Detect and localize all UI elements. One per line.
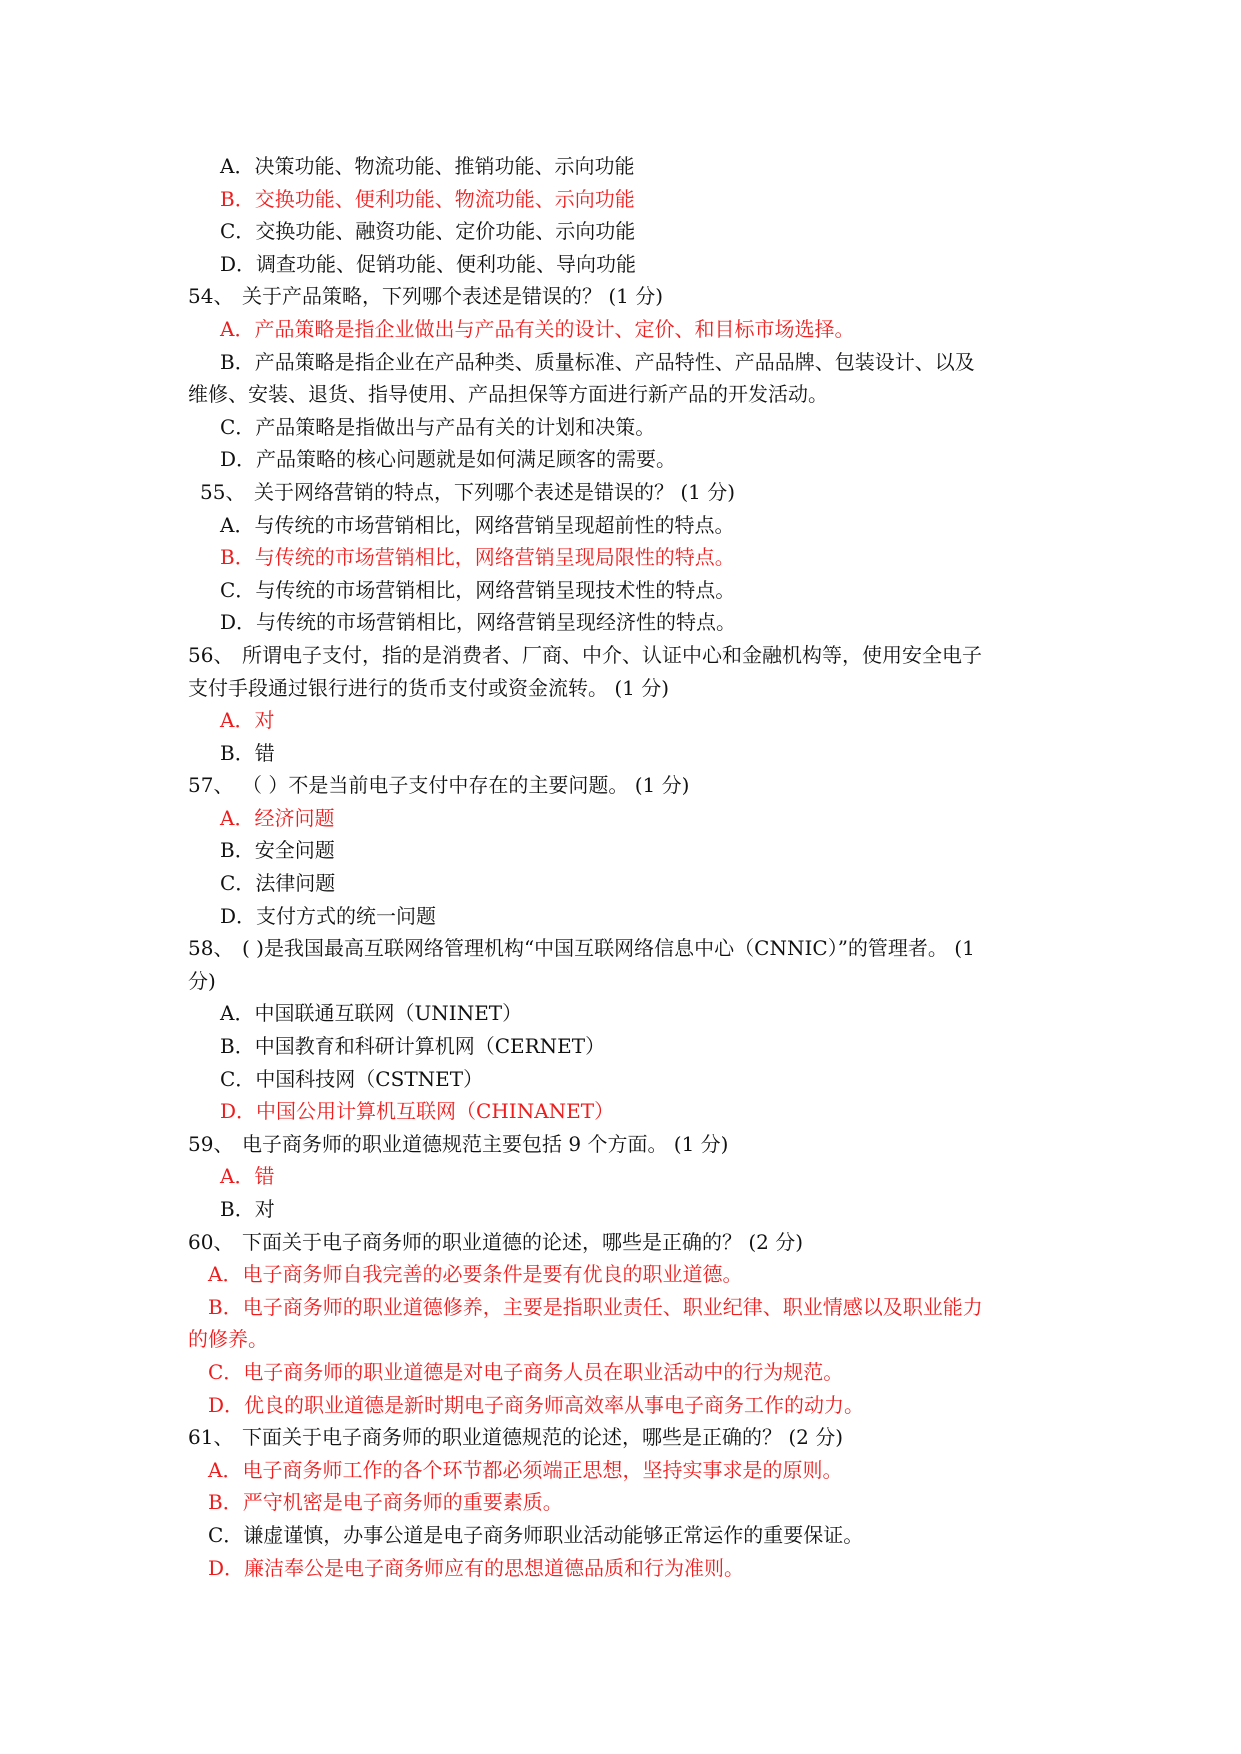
option-text: 严守机密是电子商务师的重要素质。 — [242, 1490, 563, 1515]
option-label: C． — [208, 1522, 244, 1547]
option-label: B． — [220, 349, 255, 374]
option-text: 优良的职业道德是新时期电子商务师高效率从事电子商务工作的动力。 — [244, 1392, 865, 1417]
q57-question — [188, 769, 1068, 802]
option-text: 交换功能、便利功能、物流功能、示向功能 — [254, 186, 635, 211]
option-text: 错 — [254, 740, 275, 765]
q60-option-d — [188, 1389, 1068, 1422]
q61-option-c — [188, 1519, 1068, 1552]
option-text: 电子商务师自我完善的必要条件是要有优良的职业道德。 — [242, 1262, 743, 1287]
option-label: A． — [208, 1457, 243, 1482]
option-text: 中国教育和科研计算机网（CERNET） — [254, 1034, 606, 1059]
q59-question — [188, 1128, 1068, 1161]
q61-question — [188, 1421, 1068, 1454]
q57-option-d — [188, 900, 1068, 933]
option-label: A． — [220, 1164, 255, 1189]
option-label: C． — [220, 577, 256, 602]
option-label: C． — [220, 1066, 256, 1091]
question-number: 60、 — [188, 1229, 234, 1254]
q55-question — [188, 476, 1068, 509]
question-number: 59、 — [188, 1131, 234, 1156]
q60-option-a — [188, 1258, 1068, 1291]
option-label: B． — [208, 1294, 243, 1319]
q54-option-a — [188, 313, 1068, 346]
question-text: （ ）不是当前电子支付中存在的主要问题。 (1 分) — [242, 773, 690, 798]
q57-option-c — [188, 867, 1068, 900]
question-number: 58、 — [188, 936, 234, 961]
option-text: 与传统的市场营销相比，网络营销呈现超前性的特点。 — [254, 512, 735, 537]
question-text: 下面关于电子商务师的职业道德规范的论述，哪些是正确的？ (2 分) — [242, 1425, 844, 1450]
option-label: B． — [208, 1490, 243, 1515]
option-label: B． — [220, 1197, 255, 1221]
option-text: 谦虚谨慎，办事公道是电子商务师职业活动能够正常运作的重要保证。 — [243, 1522, 864, 1547]
option-label: D． — [208, 1392, 245, 1417]
q58-option-c — [188, 1063, 1068, 1096]
q53-option-b — [188, 183, 1068, 216]
q61-option-b — [188, 1486, 1068, 1519]
q54-option-b-continued — [188, 378, 1068, 411]
q58-question — [188, 932, 1068, 965]
question-text-continued: 分) — [188, 968, 216, 993]
q60-option-c — [188, 1356, 1068, 1389]
q56-question — [188, 639, 1068, 672]
option-label: A． — [220, 708, 255, 733]
option-text: 经济问题 — [254, 805, 335, 830]
question-text: 关于网络营销的特点，下列哪个表述是错误的？ (1 分) — [254, 479, 736, 504]
q58-option-b — [188, 1030, 1068, 1063]
q57-option-a — [188, 802, 1068, 835]
question-text: 电子商务师的职业道德规范主要包括 9 个方面。 (1 分) — [242, 1131, 729, 1156]
option-text: 产品策略是指企业在产品种类、质量标准、产品特性、产品品牌、包装设计、以及 — [254, 349, 975, 374]
option-text: 错 — [254, 1164, 275, 1189]
option-text-continued: 维修、安装、退货、指导使用、产品担保等方面进行新产品的开发活动。 — [188, 382, 828, 407]
q61-option-d — [188, 1552, 1068, 1585]
q59-option-a — [188, 1160, 1068, 1193]
option-label: C． — [220, 414, 256, 439]
option-text: 中国公用计算机互联网（CHINANET） — [256, 1099, 615, 1124]
q55-option-b — [188, 541, 1068, 574]
q53-option-d — [188, 248, 1068, 281]
q53-option-a — [188, 150, 1068, 183]
q54-question — [188, 280, 1068, 313]
option-label: C． — [220, 219, 256, 244]
option-label: A． — [208, 1262, 243, 1287]
option-text: 对 — [254, 708, 275, 733]
option-label: A． — [220, 316, 255, 341]
q60-option-b — [188, 1291, 1068, 1324]
option-label: A． — [220, 1001, 255, 1026]
question-number: 56、 — [188, 642, 234, 667]
option-text: 产品策略的核心问题就是如何满足顾客的需要。 — [256, 447, 677, 472]
q56-option-a — [188, 704, 1068, 737]
option-label: C． — [208, 1359, 244, 1384]
option-text: 中国科技网（CSTNET） — [255, 1066, 484, 1091]
option-text: 产品策略是指做出与产品有关的计划和决策。 — [255, 414, 656, 439]
option-text: 支付方式的统一问题 — [256, 903, 437, 928]
option-label: B． — [220, 740, 255, 765]
q55-option-c — [188, 574, 1068, 607]
q60-question — [188, 1226, 1068, 1259]
option-text: 与传统的市场营销相比，网络营销呈现技术性的特点。 — [255, 577, 736, 602]
option-text: 对 — [254, 1197, 275, 1221]
q58-option-a — [188, 997, 1068, 1030]
option-text: 法律问题 — [255, 871, 336, 896]
option-label: B． — [220, 545, 255, 570]
option-text: 电子商务师的职业道德修养，主要是指职业责任、职业纪律、职业情感以及职业能力 — [242, 1294, 983, 1319]
option-label: D． — [220, 610, 257, 635]
option-label: D． — [220, 1099, 257, 1124]
q58-option-d — [188, 1095, 1068, 1128]
q54-option-b — [188, 346, 1068, 379]
option-label: B． — [220, 186, 255, 211]
question-number: 57、 — [188, 773, 234, 798]
option-label: D． — [208, 1555, 245, 1580]
q53-option-c — [188, 215, 1068, 248]
option-text: 决策功能、物流功能、推销功能、示向功能 — [254, 154, 635, 178]
option-label: D． — [220, 903, 257, 928]
question-number: 61、 — [188, 1425, 234, 1450]
question-number: 55、 — [200, 479, 246, 504]
question-list — [188, 150, 1068, 1584]
option-text: 安全问题 — [254, 838, 335, 863]
option-label: D． — [220, 447, 257, 472]
option-text: 产品策略是指企业做出与产品有关的设计、定价、和目标市场选择。 — [254, 316, 855, 341]
q56-question-continued — [188, 672, 1068, 705]
option-text: 调查功能、促销功能、便利功能、导向功能 — [256, 251, 637, 276]
option-label: C． — [220, 871, 256, 896]
question-text: 下面关于电子商务师的职业道德的论述，哪些是正确的？ (2 分) — [242, 1229, 804, 1254]
option-text: 交换功能、融资功能、定价功能、示向功能 — [255, 219, 636, 244]
q55-option-d — [188, 606, 1068, 639]
option-label: B． — [220, 838, 255, 863]
option-label: A． — [220, 512, 255, 537]
option-label: D． — [220, 251, 257, 276]
q56-option-b — [188, 737, 1068, 770]
option-text: 廉洁奉公是电子商务师应有的思想道德品质和行为准则。 — [244, 1555, 745, 1580]
q58-question-continued — [188, 965, 1068, 998]
q55-option-a — [188, 509, 1068, 542]
question-number: 54、 — [188, 284, 234, 309]
q59-option-b — [188, 1193, 1068, 1226]
option-text: 中国联通互联网（UNINET） — [254, 1001, 523, 1026]
q57-option-b — [188, 834, 1068, 867]
option-text: 电子商务师工作的各个环节都必须端正思想，坚持实事求是的原则。 — [242, 1457, 843, 1482]
option-text: 与传统的市场营销相比，网络营销呈现经济性的特点。 — [256, 610, 737, 635]
option-label: A． — [220, 154, 255, 178]
q60-option-b-continued — [188, 1323, 1068, 1356]
option-text: 与传统的市场营销相比，网络营销呈现局限性的特点。 — [254, 545, 735, 570]
question-text-continued: 支付手段通过银行进行的货币支付或资金流转。 (1 分) — [188, 675, 670, 700]
question-text: ( )是我国最高互联网络管理机构“中国互联网络信息中心（CNNIC）”的管理者。 (1 — [242, 936, 975, 961]
option-text: 电子商务师的职业道德是对电子商务人员在职业活动中的行为规范。 — [243, 1359, 844, 1384]
option-label: A． — [220, 805, 255, 830]
option-label: B． — [220, 1034, 255, 1059]
q54-option-c — [188, 411, 1068, 444]
q54-option-d — [188, 443, 1068, 476]
question-text: 所谓电子支付，指的是消费者、厂商、中介、认证中心和金融机构等，使用安全电子 — [242, 642, 982, 667]
q61-option-a — [188, 1454, 1068, 1487]
option-text-continued: 的修养。 — [188, 1327, 268, 1352]
question-text: 关于产品策略，下列哪个表述是错误的？ (1 分) — [242, 284, 664, 309]
